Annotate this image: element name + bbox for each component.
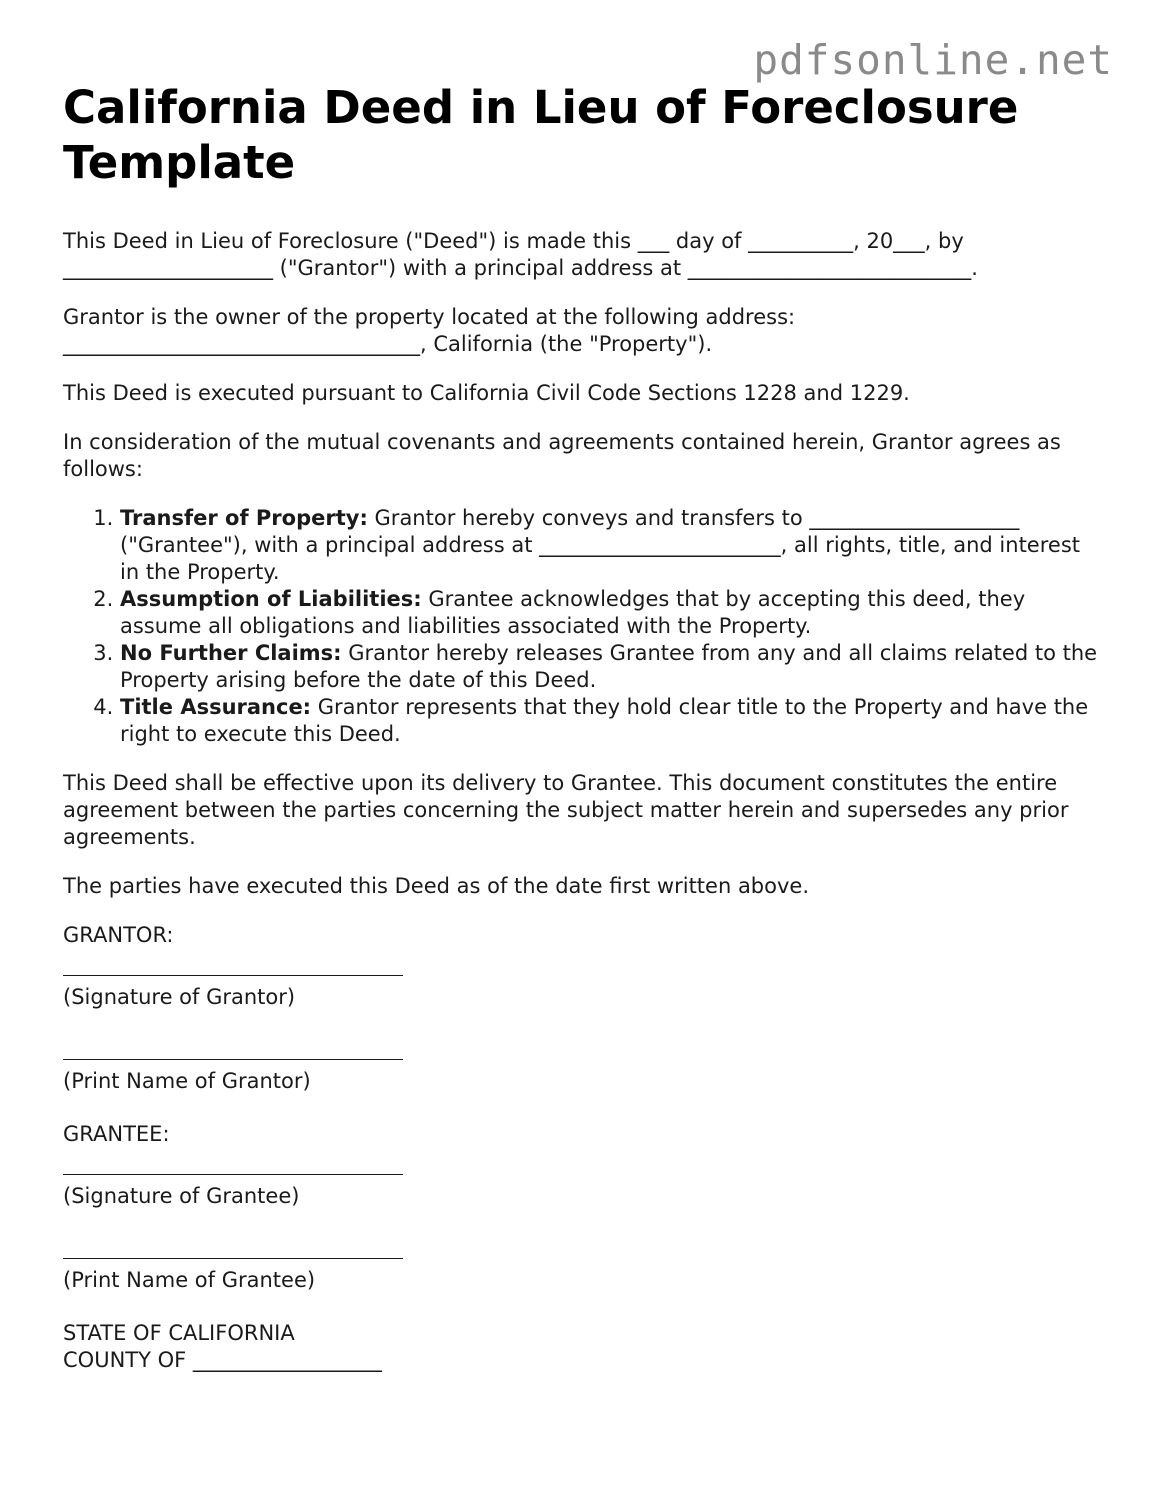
executed-as-of-paragraph: The parties have executed this Deed as of the date first written above. — [63, 874, 810, 898]
grantor-signature-caption: (Signature of Grantor) — [63, 985, 296, 1009]
intro-paragraph — [63, 228, 1103, 282]
term-heading: No Further Claims: — [120, 641, 342, 665]
terms-list — [63, 505, 1103, 748]
term-text: Grantor hereby conveys and transfers to ____________________ ("Grantee"), with a principal address at _______________________, all rights, title, and interest in the Property. — [120, 506, 1080, 584]
county-line: COUNTY OF __________________ — [63, 1348, 382, 1372]
grantor-print-caption: (Print Name of Grantor) — [63, 1069, 311, 1093]
grantor-print-line — [63, 1059, 403, 1060]
term-text: Grantor represents that they hold clear title to the Property and have the right to execute this Deed. — [120, 695, 1089, 746]
term-item — [120, 694, 1103, 748]
grantor-print-block — [63, 1059, 1103, 1095]
consideration-paragraph: In consideration of the mutual covenants and agreements contained herein, Grantor agrees as follows: — [63, 430, 1061, 481]
term-text: Grantee acknowledges that by accepting this deed, they assume all obligations and liabilities associated with the Property. — [120, 587, 1026, 638]
owner-paragraph — [63, 304, 1103, 358]
owner-line-1: Grantor is the owner of the property located at the following address: — [63, 305, 796, 329]
grantor-signature-block — [63, 975, 1103, 1011]
state-line: STATE OF CALIFORNIA — [63, 1321, 295, 1345]
grantor-signature-line — [63, 975, 403, 976]
intro-line-1: This Deed in Lieu of Foreclosure ("Deed") is made this ___ day of __________, 20___, by — [63, 229, 964, 253]
grantee-print-block — [63, 1258, 1103, 1294]
intro-line-2: ____________________ ("Grantor") with a principal address at ___________________________. — [63, 256, 978, 280]
executed-paragraph: This Deed is executed pursuant to California Civil Code Sections 1228 and 1229. — [63, 381, 910, 405]
grantee-signature-line — [63, 1174, 403, 1175]
term-item — [120, 640, 1103, 694]
watermark: pdfsonline.net — [753, 36, 1113, 84]
term-heading: Assumption of Liabilities: — [120, 587, 422, 611]
term-item — [120, 505, 1103, 586]
term-heading: Transfer of Property: — [120, 506, 368, 530]
grantee-label: GRANTEE: — [63, 1122, 170, 1146]
grantee-signature-block — [63, 1174, 1103, 1210]
grantee-print-line — [63, 1258, 403, 1259]
effective-paragraph: This Deed shall be effective upon its delivery to Grantee. This document constitutes the entire agreement between the parties concerning the subject matter herein and supersedes any prior agreements. — [63, 771, 1069, 849]
term-item — [120, 586, 1103, 640]
owner-line-2: __________________________________, California (the "Property"). — [63, 332, 713, 356]
document-body — [63, 80, 1103, 1374]
document-title: California Deed in Lieu of Foreclosure Template — [63, 81, 1019, 189]
grantor-label: GRANTOR: — [63, 923, 174, 947]
notary-block — [63, 1320, 1103, 1374]
term-text: Grantor hereby releases Grantee from any and all claims related to the Property arising before the date of this Deed. — [120, 641, 1098, 692]
term-heading: Title Assurance: — [120, 695, 312, 719]
grantee-signature-caption: (Signature of Grantee) — [63, 1184, 300, 1208]
grantee-print-caption: (Print Name of Grantee) — [63, 1268, 316, 1292]
